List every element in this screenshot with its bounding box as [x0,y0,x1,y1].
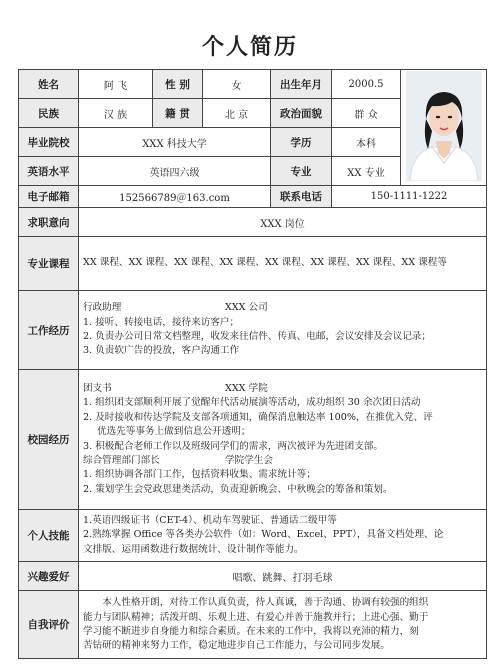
ethnic-label: 民族 [19,99,79,128]
intent-label: 求职意向 [19,208,79,237]
campus-item: 优选先等事务上做到信息公开透明； [97,426,251,438]
self-eval-section [79,591,487,659]
hobby-label: 兴趣爱好 [19,562,79,591]
avatar [406,71,482,181]
work-header [83,301,482,315]
native-value: 北 京 [203,99,271,128]
gender-value: 女 [203,70,271,99]
campus-role-2: 综合管理部门部长 [83,454,160,466]
campus-role-1: 团支书 [83,382,112,394]
major-label: 专业 [271,157,332,186]
phone-label: 联系电话 [271,186,332,208]
english-label: 英语水平 [19,157,79,186]
campus-section [79,370,487,510]
courses-label: 专业课程 [19,237,79,291]
major-value: XX 专业 [332,157,401,186]
skills-label: 个人技能 [19,510,79,562]
degree-value: 本科 [332,128,401,157]
name-value: 阿 飞 [79,70,153,99]
email-value: 152566789＠163.com [79,186,271,208]
political-label: 政治面貌 [271,99,332,128]
campus-org-2: 学院学生会 [225,454,273,466]
native-label: 籍 贯 [153,99,203,128]
resume-table [18,69,487,659]
campus-org-1: XXX 学院 [225,382,268,394]
campus-item: 1. 组织协调各部门工作，包括资料收集、需求统计等； [83,469,316,481]
ethnic-value: 汉 族 [79,99,153,128]
campus-item: 2. 及时接收和传达学院及支部各项通知，确保消息触达率 100%，在推优入党、评 [83,411,433,423]
school-value: XXX 科技大学 [79,128,271,157]
school-label: 毕业院校 [19,128,79,157]
skill-item: 文排版、运用函数进行数据统计、设计制作等能力。 [83,543,304,555]
skills-section [79,510,487,562]
hobby-value: 唱歌、跳舞、打羽毛球 [79,562,487,591]
courses-value [79,237,487,291]
self-eval-line: 学习能不断进步自身能力和综合素质。在未来的工作中，我将以充沛的精力，刻 [83,625,419,637]
work-org: XXX 公司 [225,302,268,314]
gender-label: 性 别 [153,70,203,99]
campus-item: 3. 积极配合老师工作以及班级同学们的需求，两次被评为先进团支部。 [83,440,384,452]
campus-header-2 [83,454,482,468]
self-eval-line: 本人性格开朗，对待工作认真负责，待人真诚，善于沟通、协调有较强的组织 [102,597,429,609]
page-title: 个人简历 [201,35,298,60]
self-eval-label: 自我评价 [19,591,79,659]
work-item-1: 1. 接听、转接电话，接待来访客户； [83,316,240,328]
degree-label: 学历 [271,128,332,157]
campus-header-1 [83,382,482,396]
photo-cell [401,70,487,186]
birth-label: 出生年月 [271,70,332,99]
phone-value: 150-1111-1222 [332,186,487,208]
campus-label: 校园经历 [19,370,79,510]
skill-item: 2.熟练掌握 Office 等各类办公软件（如：Word、Excel、PPT），具备文档处理、论 [83,529,444,541]
email-label: 电子邮箱 [19,186,79,208]
work-role: 行政助理 [83,302,122,314]
political-value: 群 众 [332,99,401,128]
name-label: 姓名 [19,70,79,99]
intent-value: XXX 岗位 [79,208,487,237]
self-eval-line: 苦钻研的精神来努力工作，稳定地进步自己工作能力，与公司同步发展。 [83,640,390,652]
courses-text: XX 课程、XX 课程、XX 课程、XX 课程、XX 课程、XX 课程、XX 课程、XX 课程等 [83,257,447,269]
work-section [79,291,487,370]
work-item-2: 2. 负责办公司日常文档整理，收发来往信件、传真、电邮，会议安排及会议记录； [83,331,431,342]
self-eval-line: 能力与团队精神；活泼开朗、乐观上进、有爱心并善于施教并行；上进心强、勤于 [83,611,429,623]
campus-item: 1. 组织团支部顺利开展了觉醒年代活动展演等活动，成功组织 30 余次团日活动 [83,397,421,409]
campus-item: 2. 策划学生会党政思建类活动，负责迎新晚会、中秋晚会的筹备和策划。 [83,483,393,495]
work-item-3: 3. 负责软广告的投放，客户沟通工作 [83,345,240,357]
birth-value: 2000.5 [332,70,401,99]
skill-item: 1.英语四级证书（CET-4）、机动车驾驶证、普通话二级甲等 [83,514,337,526]
english-value: 英语四六级 [79,157,271,186]
work-label: 工作经历 [19,291,79,370]
